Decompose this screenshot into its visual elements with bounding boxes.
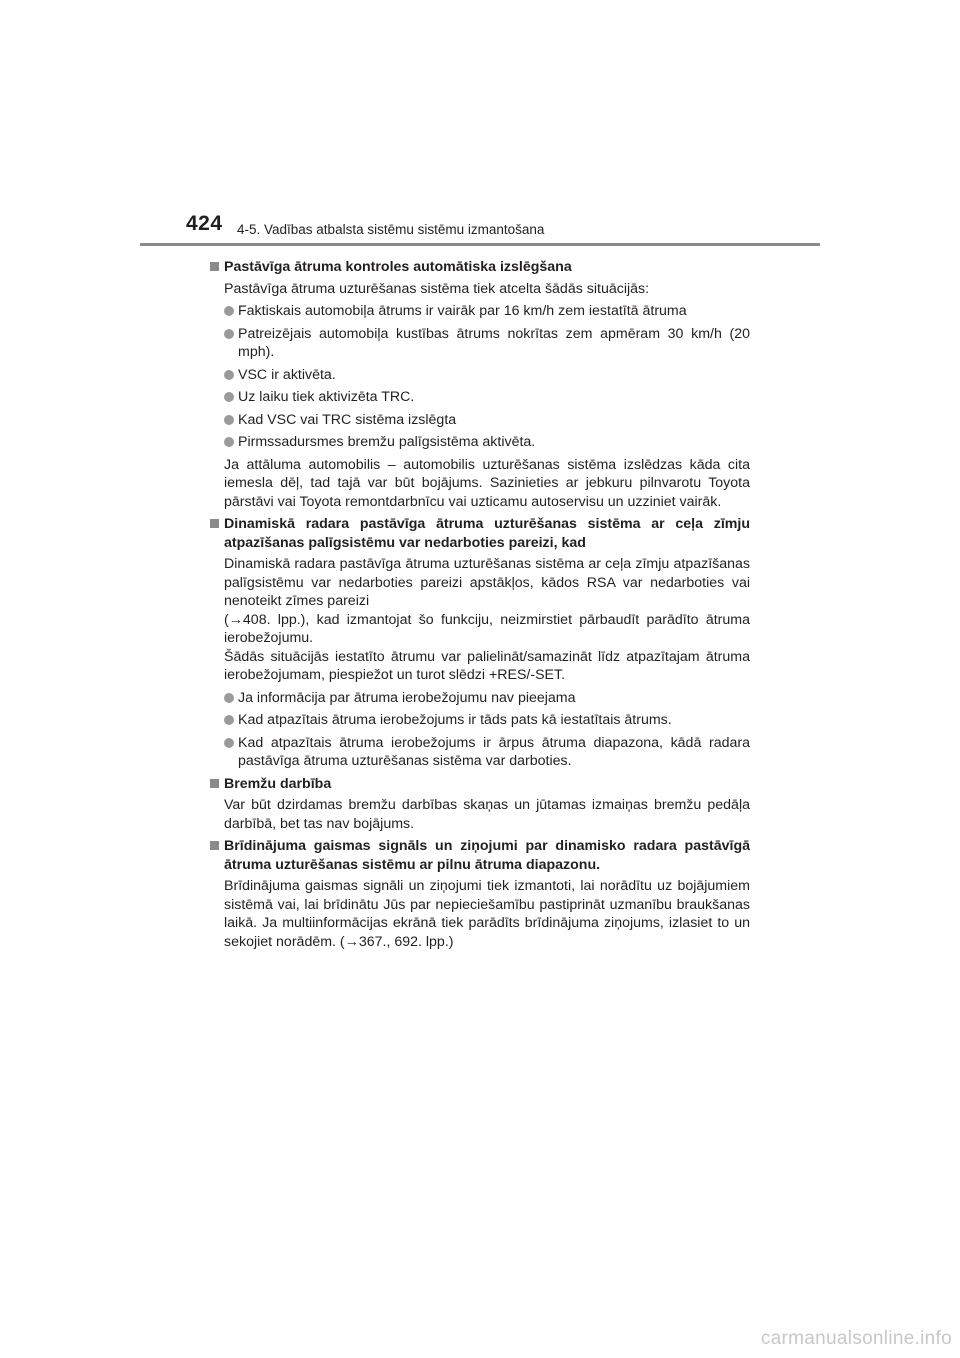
circle-bullet-icon [224, 370, 234, 380]
square-bullet-icon [210, 262, 219, 271]
list-item: Faktiskais automobiļa ātrums ir vairāk par 16 km/h zem iestatītā ātruma [210, 302, 750, 321]
header-rule [140, 243, 820, 246]
page-number: 424 [186, 212, 223, 235]
paragraph-line: Dinamiskā radara pastāvīga ātruma uzturēšanas sistēma ar ceļa zīmju atpazīšanas palīgsistēmu var nedarboties pareizi apstākļos, kādos RSA var nedarboties vai nenoteikt zīmes pareizi [224, 556, 750, 609]
square-bullet-icon [210, 519, 219, 528]
circle-bullet-icon [224, 715, 234, 725]
section-heading-auto-cancel: Pastāvīga ātruma kontroles automātiska izslēgšana [210, 258, 750, 277]
section-heading-rsa-issue: Dinamiskā radara pastāvīga ātruma uzturēšanas sistēma ar ceļa zīmju atpazīšanas palīgsistēmu var nedarboties pareizi, kad [210, 515, 750, 552]
circle-bullet-icon [224, 306, 234, 316]
circle-bullet-icon [224, 415, 234, 425]
circle-bullet-icon [224, 437, 234, 447]
paragraph: Var būt dzirdamas bremžu darbības skaņas un jūtamas izmaiņas bremžu pedāļa darbībā, bet tas nav bojājums. [224, 797, 750, 832]
section-heading-warnings: Brīdinājuma gaismas signāls un ziņojumi par dinamisko radara pastāvīgā ātruma uzturēšanas sistēmu ar pilnu ātruma diapazonu. [210, 837, 750, 874]
paragraph-line: (→408. lpp.), kad izmantojat šo funkciju, neizmirstiet pārbaudīt parādīto ātruma ierobežojumu. [224, 611, 750, 646]
watermark: carmanualsonline.info [760, 1328, 952, 1349]
list-item: Pirmssadursmes bremžu palīgsistēma aktivēta. [210, 433, 750, 452]
circle-bullet-icon [224, 392, 234, 402]
chapter-title: 4-5. Vadības atbalsta sistēmu sistēmu izmantošana [237, 222, 545, 237]
circle-bullet-icon [224, 693, 234, 703]
section-heading-brakes: Bremžu darbība [210, 775, 750, 794]
paragraph: Pastāvīga ātruma uzturēšanas sistēma tiek atcelta šādās situācijās: [224, 280, 650, 297]
list-item: Patreizējais automobiļa kustības ātrums nokrītas zem apmēram 30 km/h (20 mph). [210, 325, 750, 362]
list-item: Kad atpazītais ātruma ierobežojums ir tāds pats kā iestatītais ātrums. [210, 711, 750, 730]
list-item: Kad atpazītais ātruma ierobežojums ir ārpus ātruma diapazona, kādā radara pastāvīga ātruma uzturēšanas sistēma var darboties. [210, 734, 750, 771]
list-item: Uz laiku tiek aktivizēta TRC. [210, 388, 750, 407]
square-bullet-icon [210, 841, 219, 850]
page-content [210, 254, 750, 954]
paragraph: Ja attāluma automobilis – automobilis uzturēšanas sistēma izslēdzas kāda cita iemesla dēļ, tad tajā var būt bojājums. Sazinieties ar jebkuru pilnvarotu Toyota pārstāvi vai Toyota remontdarbnīcu vai uzticamu autoservisu un uzziniet vairāk. [224, 456, 750, 510]
paragraph: Brīdinājuma gaismas signāli un ziņojumi tiek izmantoti, lai norādītu uz bojājumiem sistēmā vai, lai brīdinātu Jūs par nepieciešamību pastiprināt uzmanību braukšanas laikā. Ja multiinformācijas ekrānā tiek parādīts brīdinājuma ziņojums, izlasiet to un sekojiet norādēm. (→367., 692. lpp.) [224, 878, 750, 950]
paragraph-line: Šādās situācijās iestatīto ātrumu var palielināt/samazināt līdz atpazītajam ātruma ierobežojumam, piespiežot un turot slēdzi +RES/-SET. [224, 648, 750, 683]
circle-bullet-icon [224, 738, 234, 748]
circle-bullet-icon [224, 329, 234, 339]
list-item: VSC ir aktivēta. [210, 366, 750, 385]
list-item: Kad VSC vai TRC sistēma izslēgta [210, 411, 750, 430]
paragraph [210, 555, 750, 685]
square-bullet-icon [210, 779, 219, 788]
list-item: Ja informācija par ātruma ierobežojumu nav pieejama [210, 689, 750, 708]
